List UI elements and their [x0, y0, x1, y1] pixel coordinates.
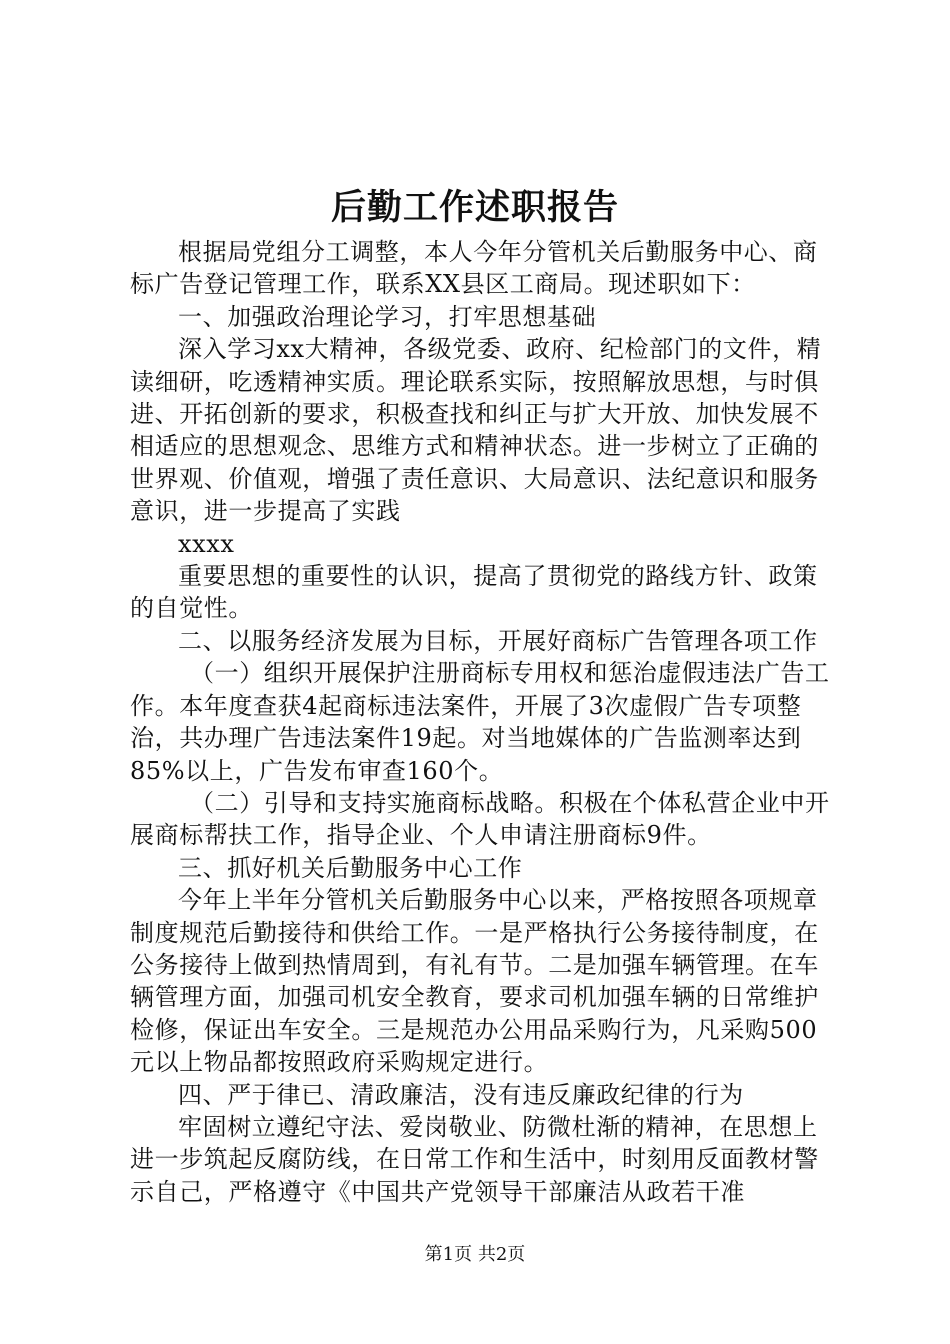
paragraph-section-3: 今年上半年分管机关后勤服务中心以来，严格按照各项规章制度规范后勤接待和供给工作。一是严格执行公务接待制度，在公务接待上做到热情周到，有礼有节。二是加强车辆管理。在车辆管理方面，加强司机安全教育，要求司机加强车辆的日常维护检修，保证出车安全。三是规范办公用品采购行为，凡采购500元以上物品都按照政府采购规定进行。 — [130, 886, 819, 1077]
document-title: 后勤工作述职报告 — [330, 187, 619, 228]
paragraph-section-2-item-1: （一）组织开展保护注册商标专用权和惩治虚假违法广告工作。本年度查获4起商标违法案件，开展了3次虚假广告专项整治，共办理广告违法案件19起。对当地媒体的广告监测率达到85%以上，广告发布审查160个。 — [130, 659, 830, 785]
paragraph-section-4: 牢固树立遵纪守法、爱岗敬业、防微杜渐的精神，在思想上进一步筑起反腐防线，在日常工作和生活中，时刻用反面教材警示自己，严格遵守《中国共产党领导干部廉洁从政若干准 — [130, 1112, 819, 1206]
paragraph-section-1-cont: 重要思想的重要性的认识，提高了贯彻党的路线方针、政策的自觉性。 — [130, 562, 818, 623]
paragraph-section-1: 深入学习xx大精神，各级党委、政府、纪检部门的文件，精读细研，吃透精神实质。理论联系实际，按照解放思想，与时俱进、开拓创新的要求，积极查找和纠正与扩大开放、加快发展不相适应的思想观念、思维方式和精神状态。进一步树立了正确的世界观、价值观，增强了责任意识、大局意识、法纪意识和服务意识，进一步提高了实践 — [130, 335, 822, 526]
page-number-footer: 第1页 共2页 — [424, 1244, 526, 1265]
section-heading-2: 二、以服务经济发展为目标，开展好商标广告管理各项工作 — [178, 626, 818, 655]
section-heading-1: 一、加强政治理论学习，打牢思想基础 — [178, 302, 597, 331]
section-heading-4: 四、严于律已、清政廉洁，没有违反廉政纪律的行为 — [178, 1080, 744, 1109]
document-body — [130, 236, 830, 1208]
paragraph-intro: 根据局党组分工调整，本人今年分管机关后勤服务中心、商标广告登记管理工作，联系XX县区工商局。现述职如下： — [130, 238, 818, 299]
paragraph-section-2-item-2: （二）引导和支持实施商标战略。积极在个体私营企业中开展商标帮扶工作，指导企业、个人申请注册商标9件。 — [130, 788, 830, 850]
paragraph-placeholder: xxxx — [178, 529, 235, 558]
section-heading-3: 三、抓好机关后勤服务中心工作 — [178, 853, 523, 882]
